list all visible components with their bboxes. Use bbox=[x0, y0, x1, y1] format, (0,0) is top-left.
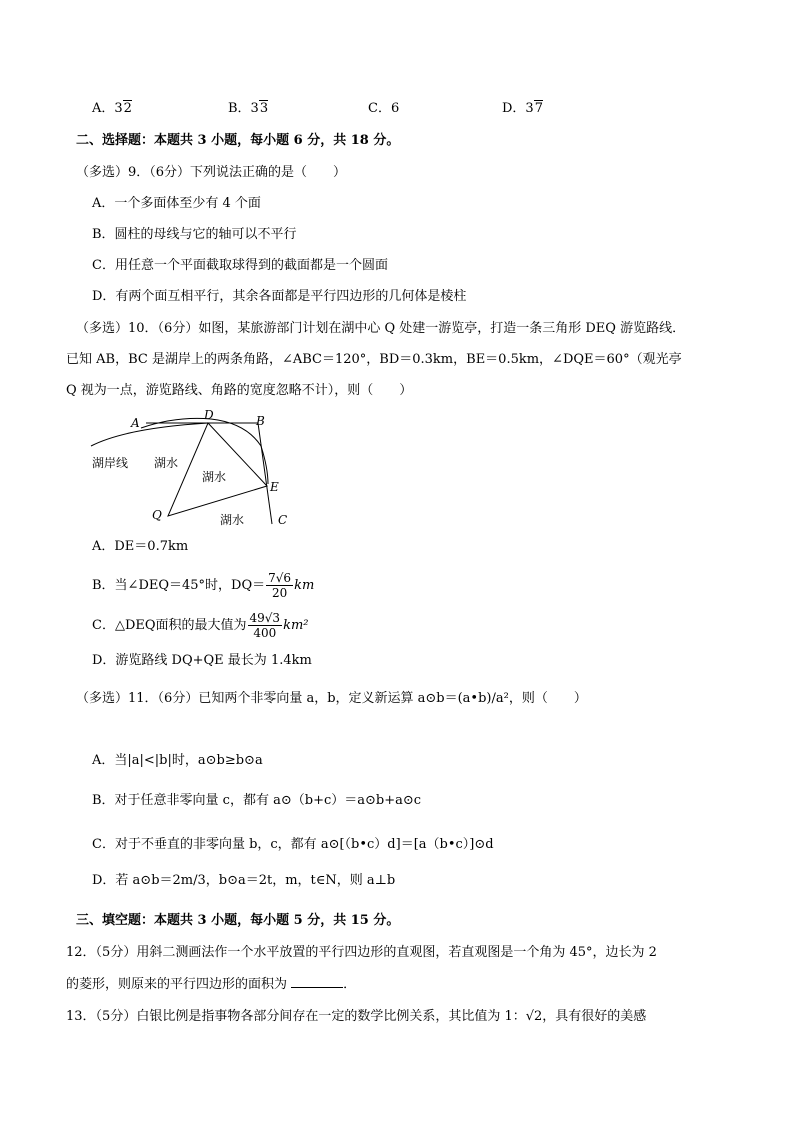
q12-line2: 的菱形，则原来的平行四边形的面积为 ． bbox=[66, 977, 357, 992]
q10-figure bbox=[86, 406, 306, 531]
label-e: E bbox=[270, 480, 279, 494]
q10-line2: 已知 AB，BC 是湖岸上的两条角路，∠ABC＝120°，BD＝0.3km，BE＝0.5km，∠DQE＝60°（观光亭 bbox=[66, 352, 682, 367]
label-d: D bbox=[204, 408, 214, 422]
q10-option-b: B．当∠DEQ＝45°时，DQ＝ $\frac{7√6}{20}$ km bbox=[92, 571, 315, 600]
q11-stem: （多选）11．（6分）已知两个非零向量 a，b，定义新运算 a⊙b＝(a•b)/a²，则（ ） bbox=[76, 691, 587, 706]
label-shore: 湖岸线 bbox=[92, 456, 129, 470]
q11-option-b: B．对于任意非零向量 c，都有 a⊙（b+c）＝a⊙b+a⊙c bbox=[92, 793, 422, 808]
section3-header: 三、填空题：本题共 3 小题，每小题 5 分，共 15 分。 bbox=[76, 913, 400, 928]
q11-option-c: C．对于不垂直的非零向量 b，c，都有 a⊙[（b•c）d]＝[a（b•c）]⊙d bbox=[92, 837, 494, 852]
q11-option-a: A．当|a|<|b|时，a⊙b≥b⊙a bbox=[92, 753, 263, 768]
q10-option-c: C．△DEQ面积的最大值为 $\frac{49√3}{400}$ km² bbox=[92, 611, 309, 640]
q8-option-a: A．32 bbox=[92, 101, 132, 116]
q8-option-b: B．33 bbox=[228, 101, 269, 116]
q8-option-c: C．6 bbox=[368, 101, 400, 116]
q8-option-d: D．37 bbox=[502, 101, 543, 116]
q9-option-a: A．一个多面体至少有 4 个面 bbox=[92, 196, 261, 211]
label-water3: 湖水 bbox=[220, 513, 245, 527]
q9-stem: （多选）9．（6分）下列说法正确的是（ ） bbox=[76, 165, 347, 180]
q10-option-d: D．游览路线 DQ+QE 最长为 1.4km bbox=[92, 653, 312, 668]
answer-blank bbox=[291, 975, 343, 988]
label-a: A bbox=[131, 416, 140, 430]
q11-option-d: D．若 a⊙b＝2m/3，b⊙a＝2t，m，t∈N，则 a⊥b bbox=[92, 873, 396, 888]
q10-line3: Q 视为一点，游览路线、角路的宽度忽略不计），则（ ） bbox=[66, 383, 413, 398]
q10-option-a: A．DE＝0.7km bbox=[92, 539, 189, 554]
label-b: B bbox=[256, 414, 265, 428]
road-bc bbox=[258, 423, 272, 524]
label-c: C bbox=[278, 513, 288, 527]
q9-option-c: C．用任意一个平面截取球得到的截面都是一个圆面 bbox=[92, 258, 388, 273]
q9-option-b: B．圆柱的母线与它的轴可以不平行 bbox=[92, 227, 297, 242]
q9-option-d: D．有两个面互相平行，其余各面都是平行四边形的几何体是棱柱 bbox=[92, 289, 467, 304]
section2-header: 二、选择题：本题共 3 小题，每小题 6 分，共 18 分。 bbox=[76, 133, 400, 148]
q13-line1: 13．（5分）白银比例是指事物各部分间存在一定的数学比例关系，其比值为 1：√2，具有很好的美感 bbox=[66, 1009, 647, 1024]
label-q: Q bbox=[152, 508, 162, 522]
label-water1: 湖水 bbox=[154, 456, 179, 470]
label-water2: 湖水 bbox=[202, 470, 227, 484]
q12-line1: 12．（5分）用斜二测画法作一个水平放置的平行四边形的直观图，若直观图是一个角为 45°，边长为 2 bbox=[66, 945, 657, 960]
q10-line1: （多选）10．（6分）如图，某旅游部门计划在湖中心 Q 处建一游览亭，打造一条三角形 DEQ 游览路线． bbox=[76, 321, 686, 336]
